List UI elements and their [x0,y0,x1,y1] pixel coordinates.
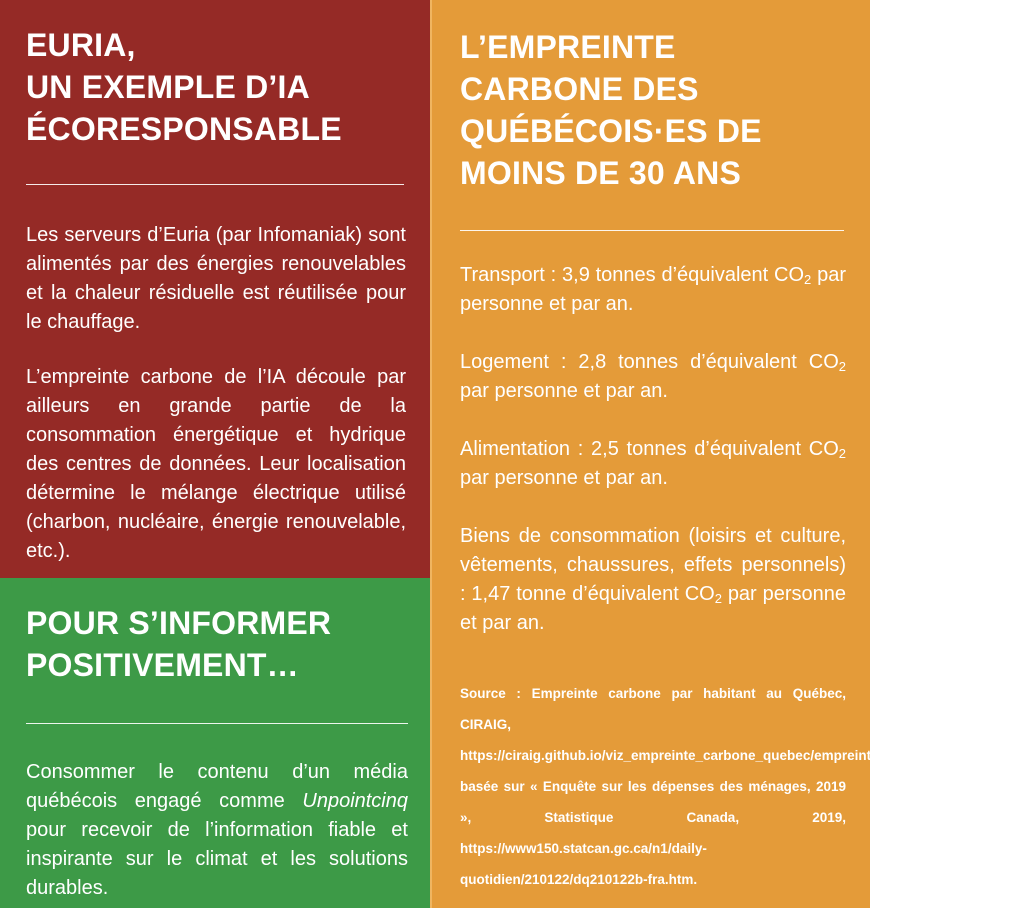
co2-subscript: 2 [838,359,847,374]
item-suffix: par personne et par an. [460,380,668,402]
co2-text: CO [684,583,715,605]
footprint-title [460,26,846,194]
co2-subscript: 2 [804,272,812,287]
footprint-item-food: Alimentation : 2,5 tonnes d’équivalent $CO_2$ par personne et par an. [460,438,847,489]
euria-paragraph-footprint: L’empreinte carbone de l’IA découle par ailleurs en grande partie de la consommation énergétique et hydrique des centres de données. Leur localisation détermine le mélange électrique utilisé (charbon, nucléaire, énergie renouvelable, etc.). [26,366,406,562]
item-value: 1,47 tonne d’équivalent [471,583,679,605]
euria-title-line2: UN EXEMPLE D’IA [26,69,310,105]
euria-title-line3: ÉCORESPONSABLE [26,111,342,147]
co2-subscript: 2 [714,591,722,606]
euria-divider [26,184,404,185]
item-label: Alimentation [460,438,571,460]
footprint-title-line4: MOINS DE 30 ANS [460,155,741,191]
footprint-item-transport: Transport : 3,9 tonnes d’équivalent $CO_2$ par personne et par an. [460,264,846,315]
item-suffix: par personne et par an. [460,264,846,315]
euria-panel [0,0,430,578]
co2-subscript: 2 [838,446,847,461]
item-suffix: par personne et par an. [460,467,668,489]
footprint-item-housing: Logement : 2,8 tonnes d’équivalent $CO_2$ par personne et par an. [460,351,847,402]
item-label: Biens de consommation (loisirs et culture, vêtements, chaussures, effets personnels) [460,525,846,576]
footprint-panel [430,0,1031,908]
inform-paragraph [26,758,408,903]
item-value: 2,8 tonnes d’équivalent [578,351,797,373]
item-label: Logement [460,351,549,373]
media-name: Unpointcinq [302,790,408,812]
euria-paragraph-servers: Les serveurs d’Euria (par Infomaniak) sont alimentés par des énergies renouvelables et la chaleur résiduelle est réutilisée pour le chauffage. [26,224,406,333]
co2-text: CO [808,438,839,460]
item-value: 2,5 tonnes d’équivalent [591,438,802,460]
co2-text: CO [808,351,839,373]
footprint-title-line1: L’EMPREINTE [460,29,676,65]
co2-text: CO [774,264,805,286]
footprint-divider [460,230,844,231]
footprint-title-line2: CARBONE DES [460,71,699,107]
inform-divider [26,723,408,724]
footprint-list [460,261,846,638]
euria-title-line1: EURIA, [26,27,136,63]
item-label: Transport [460,264,545,286]
inform-title [26,602,408,686]
source-citation: Source : Empreinte carbone par habitant au Québec, CIRAIG, https://ciraig.github.io/viz_empreinte_carbone_quebec/empreinte_carbone_habitant.html basée sur « Enquête sur les dépenses des ménages, 2019 », Statistique Canada, 2019, https://www150.statcan.gc.ca/n1/daily-quotidien/210122/dq210122b-fra.htm. [460,686,1031,887]
inform-title-line1: POUR S’INFORMER [26,605,332,641]
item-value: 3,9 tonnes d’équivalent [562,264,769,286]
footprint-title-line3: QUÉBÉCOIS·ES DE [460,113,762,149]
footprint-item-goods: Biens de consommation (loisirs et culture, vêtements, chaussures, effets personnels) : 1,47 tonne d’équivalent $CO_2$ par personne et par an. [460,525,846,634]
euria-title [26,24,406,150]
inform-text-before: Consommer le contenu d’un média québécois engagé comme [26,761,408,812]
inform-title-line2: POSITIVEMENT… [26,647,299,683]
inform-panel [0,578,430,908]
item-suffix: par personne et par an. [460,583,846,634]
inform-text-after: pour recevoir de l’information fiable et inspirante sur le climat et les solutions durables. [26,819,408,899]
